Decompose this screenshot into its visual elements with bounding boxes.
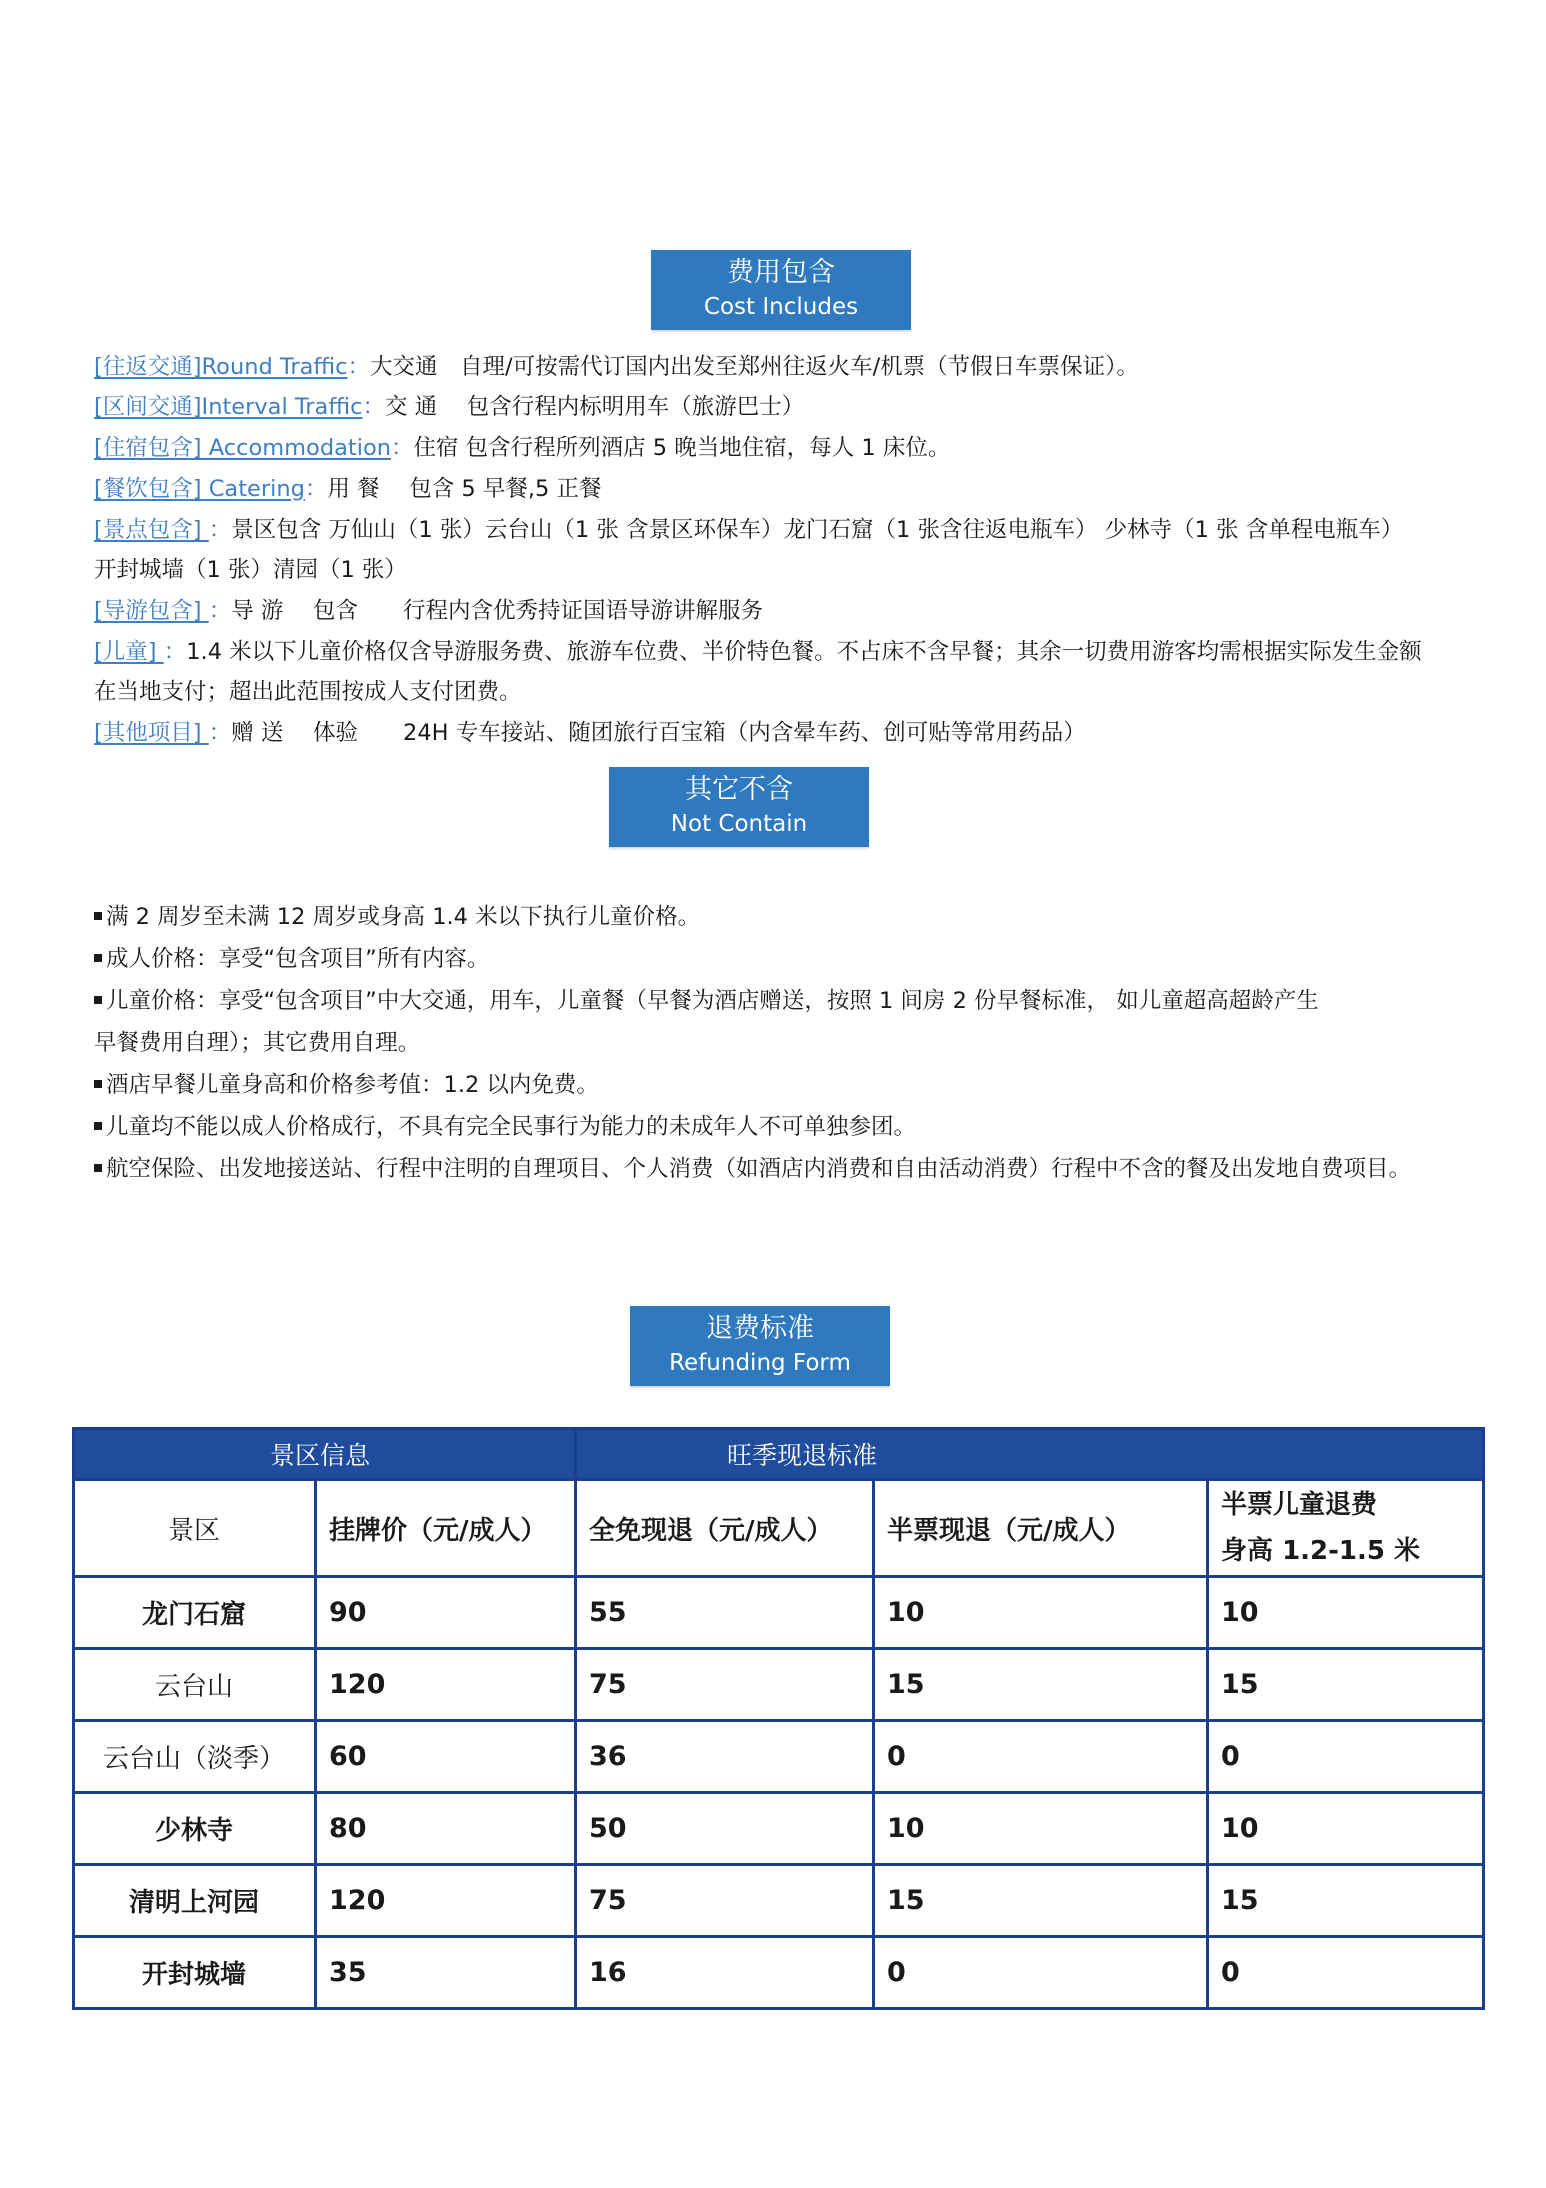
- cost-line: [94, 510, 1474, 550]
- not-contain-item: [94, 938, 1474, 980]
- cost-line-text: 住宿 包含行程所列酒店 5 晚当地住宿，每人 1 床位。: [413, 435, 951, 461]
- cost-line-sep: ：: [347, 354, 371, 380]
- col-child-refund: [1208, 1480, 1484, 1577]
- group-scenic-info: 景区信息: [74, 1429, 576, 1480]
- cost-line-sep: ：: [362, 394, 385, 420]
- cost-line-sep: ：: [208, 517, 232, 543]
- cell-full-refund: 55: [576, 1577, 874, 1649]
- cost-line: [94, 632, 1474, 672]
- banner-title-en: Not Contain: [670, 811, 808, 837]
- bullet-square-icon: [94, 1122, 102, 1130]
- table-row: [74, 1865, 1484, 1937]
- cell-child-refund: 0: [1208, 1937, 1484, 2009]
- not-contain-item: [94, 1022, 1474, 1064]
- not-contain-text: 早餐费用自理）；其它费用自理。: [94, 1030, 421, 1056]
- table-row: [74, 1793, 1484, 1865]
- col-half-refund: 半票现退（元/成人）: [874, 1480, 1208, 1577]
- cost-line-sep: ：: [208, 598, 232, 624]
- table-row: [74, 1577, 1484, 1649]
- table-column-header: [74, 1480, 1484, 1577]
- cell-scenic-name: 清明上河园: [74, 1865, 316, 1937]
- cost-includes-banner: [651, 250, 911, 330]
- not-contain-banner: [609, 767, 869, 847]
- cell-list-price: 120: [316, 1649, 576, 1721]
- banner-title-zh: 退费标准: [706, 1313, 814, 1344]
- cost-line-text: 景区包含 万仙山（1 张）云台山（1 张 含景区环保车）龙门石窟（1 张含往返电瓶车） 少林寺（1 张 含单程电瓶车）: [231, 517, 1404, 543]
- banner-title-en: Refunding Form: [669, 1350, 851, 1376]
- cost-line-tag: [住宿包含] Accommodation: [94, 435, 391, 461]
- cell-half-refund: 15: [874, 1649, 1208, 1721]
- cost-line-text: 1.4 米以下儿童价格仅含导游服务费、旅游车位费、半价特色餐。不占床不含早餐；其余一切费用游客均需根据实际发生金额: [186, 639, 1422, 665]
- not-contain-item: [94, 980, 1474, 1022]
- cost-line-tag: [其他项目]: [94, 720, 209, 746]
- cost-line-tag: [儿童]: [94, 639, 164, 665]
- bullet-square-icon: [94, 912, 102, 920]
- bullet-square-icon: [94, 954, 102, 962]
- cell-full-refund: 36: [576, 1721, 874, 1793]
- cell-list-price: 60: [316, 1721, 576, 1793]
- cell-half-refund: 0: [874, 1721, 1208, 1793]
- cell-scenic-name: 龙门石窟: [74, 1577, 316, 1649]
- cell-full-refund: 50: [576, 1793, 874, 1865]
- table-group-header: [74, 1429, 1484, 1480]
- col-child-refund-line2: 身高 1.2-1.5 米: [1221, 1536, 1421, 1566]
- cost-line-tag: [导游包含]: [94, 598, 209, 624]
- cost-line-sep: ：: [304, 476, 328, 502]
- not-contain-item: [94, 1106, 1474, 1148]
- cost-line-tag: [往返交通]Round Traffic: [94, 354, 348, 380]
- not-contain-text: 儿童价格：享受“包含项目”中大交通，用车，儿童餐（早餐为酒店赠送，按照 1 间房 2 份早餐标准， 如儿童超高超龄产生: [106, 988, 1319, 1014]
- cell-list-price: 90: [316, 1577, 576, 1649]
- cell-half-refund: 10: [874, 1577, 1208, 1649]
- cell-scenic-name: 云台山（淡季）: [74, 1721, 316, 1793]
- refund-table: [72, 1427, 1485, 2010]
- cell-full-refund: 16: [576, 1937, 874, 2009]
- col-scenic: 景区: [74, 1480, 316, 1577]
- cell-scenic-name: 少林寺: [74, 1793, 316, 1865]
- not-contain-text: 航空保险、出发地接送站、行程中注明的自理项目、个人消费（如酒店内消费和自由活动消费）行程中不含的餐及出发地自费项目。: [106, 1156, 1412, 1182]
- cell-scenic-name: 云台山: [74, 1649, 316, 1721]
- cell-list-price: 120: [316, 1865, 576, 1937]
- banner-title-en: Cost Includes: [703, 294, 859, 320]
- cost-line: [94, 428, 1474, 468]
- cell-child-refund: 15: [1208, 1649, 1484, 1721]
- cost-line: [94, 550, 1474, 590]
- col-child-refund-line1: 半票儿童退费: [1221, 1490, 1378, 1520]
- col-full-refund: 全免现退（元/成人）: [576, 1480, 874, 1577]
- cell-child-refund: 10: [1208, 1577, 1484, 1649]
- bullet-square-icon: [94, 1164, 102, 1172]
- cost-line: [94, 591, 1474, 631]
- table-row: [74, 1721, 1484, 1793]
- table-row: [74, 1937, 1484, 2009]
- cost-line: [94, 469, 1474, 509]
- cost-line: [94, 713, 1474, 753]
- cost-line: [94, 672, 1474, 712]
- cost-line-text: 赠 送 体验 24H 专车接站、随团旅行百宝箱（内含晕车药、创可贴等常用药品）: [231, 720, 1086, 746]
- not-contain-item: [94, 896, 1474, 938]
- cell-half-refund: 10: [874, 1793, 1208, 1865]
- cell-child-refund: 15: [1208, 1865, 1484, 1937]
- cell-half-refund: 15: [874, 1865, 1208, 1937]
- not-contain-item: [94, 1148, 1474, 1190]
- cell-list-price: 35: [316, 1937, 576, 2009]
- banner-title-zh: 费用包含: [727, 257, 835, 288]
- cost-line-text: 在当地支付；超出此范围按成人支付团费。: [94, 679, 522, 705]
- banner-title-zh: 其它不含: [685, 774, 793, 805]
- cost-line: [94, 387, 1474, 427]
- cell-child-refund: 10: [1208, 1793, 1484, 1865]
- not-contain-text: 成人价格：享受“包含项目”所有内容。: [106, 946, 490, 972]
- refund-banner: [630, 1306, 890, 1386]
- bullet-square-icon: [94, 1080, 102, 1088]
- bullet-square-icon: [94, 996, 102, 1004]
- cell-full-refund: 75: [576, 1865, 874, 1937]
- cost-line-tag: [餐饮包含] Catering: [94, 476, 305, 502]
- cell-full-refund: 75: [576, 1649, 874, 1721]
- col-list-price: 挂牌价（元/成人）: [316, 1480, 576, 1577]
- cell-scenic-name: 开封城墙: [74, 1937, 316, 2009]
- cost-line-text: 开封城墙（1 张）清园（1 张）: [94, 557, 407, 583]
- cell-list-price: 80: [316, 1793, 576, 1865]
- not-contain-text: 酒店早餐儿童身高和价格参考值：1.2 以内免费。: [106, 1072, 599, 1098]
- cost-line-sep: ：: [208, 720, 232, 746]
- cost-line-text: 交 通 包含行程内标明用车（旅游巴士）: [385, 394, 805, 420]
- cost-line: [94, 347, 1474, 387]
- cost-line-text: 导 游 包含 行程内含优秀持证国语导游讲解服务: [231, 598, 764, 624]
- cost-line-tag: [景点包含]: [94, 517, 209, 543]
- cell-child-refund: 0: [1208, 1721, 1484, 1793]
- cost-line-text: 用 餐 包含 5 早餐,5 正餐: [327, 476, 602, 502]
- cell-half-refund: 0: [874, 1937, 1208, 2009]
- cost-line-text: 大交通 自理/可按需代订国内出发至郑州往返火车/机票（节假日车票保证）。: [370, 354, 1139, 380]
- not-contain-text: 儿童均不能以成人价格成行，不具有完全民事行为能力的未成年人不可单独参团。: [106, 1114, 917, 1140]
- table-row: [74, 1649, 1484, 1721]
- not-contain-text: 满 2 周岁至未满 12 周岁或身高 1.4 米以下执行儿童价格。: [106, 904, 701, 930]
- cost-line-tag: [区间交通]Interval Traffic: [94, 394, 363, 420]
- cost-line-sep: ：: [163, 639, 187, 665]
- not-contain-item: [94, 1064, 1474, 1106]
- group-peak-refund: 旺季现退标准: [576, 1429, 1484, 1480]
- cost-line-sep: ：: [390, 435, 414, 461]
